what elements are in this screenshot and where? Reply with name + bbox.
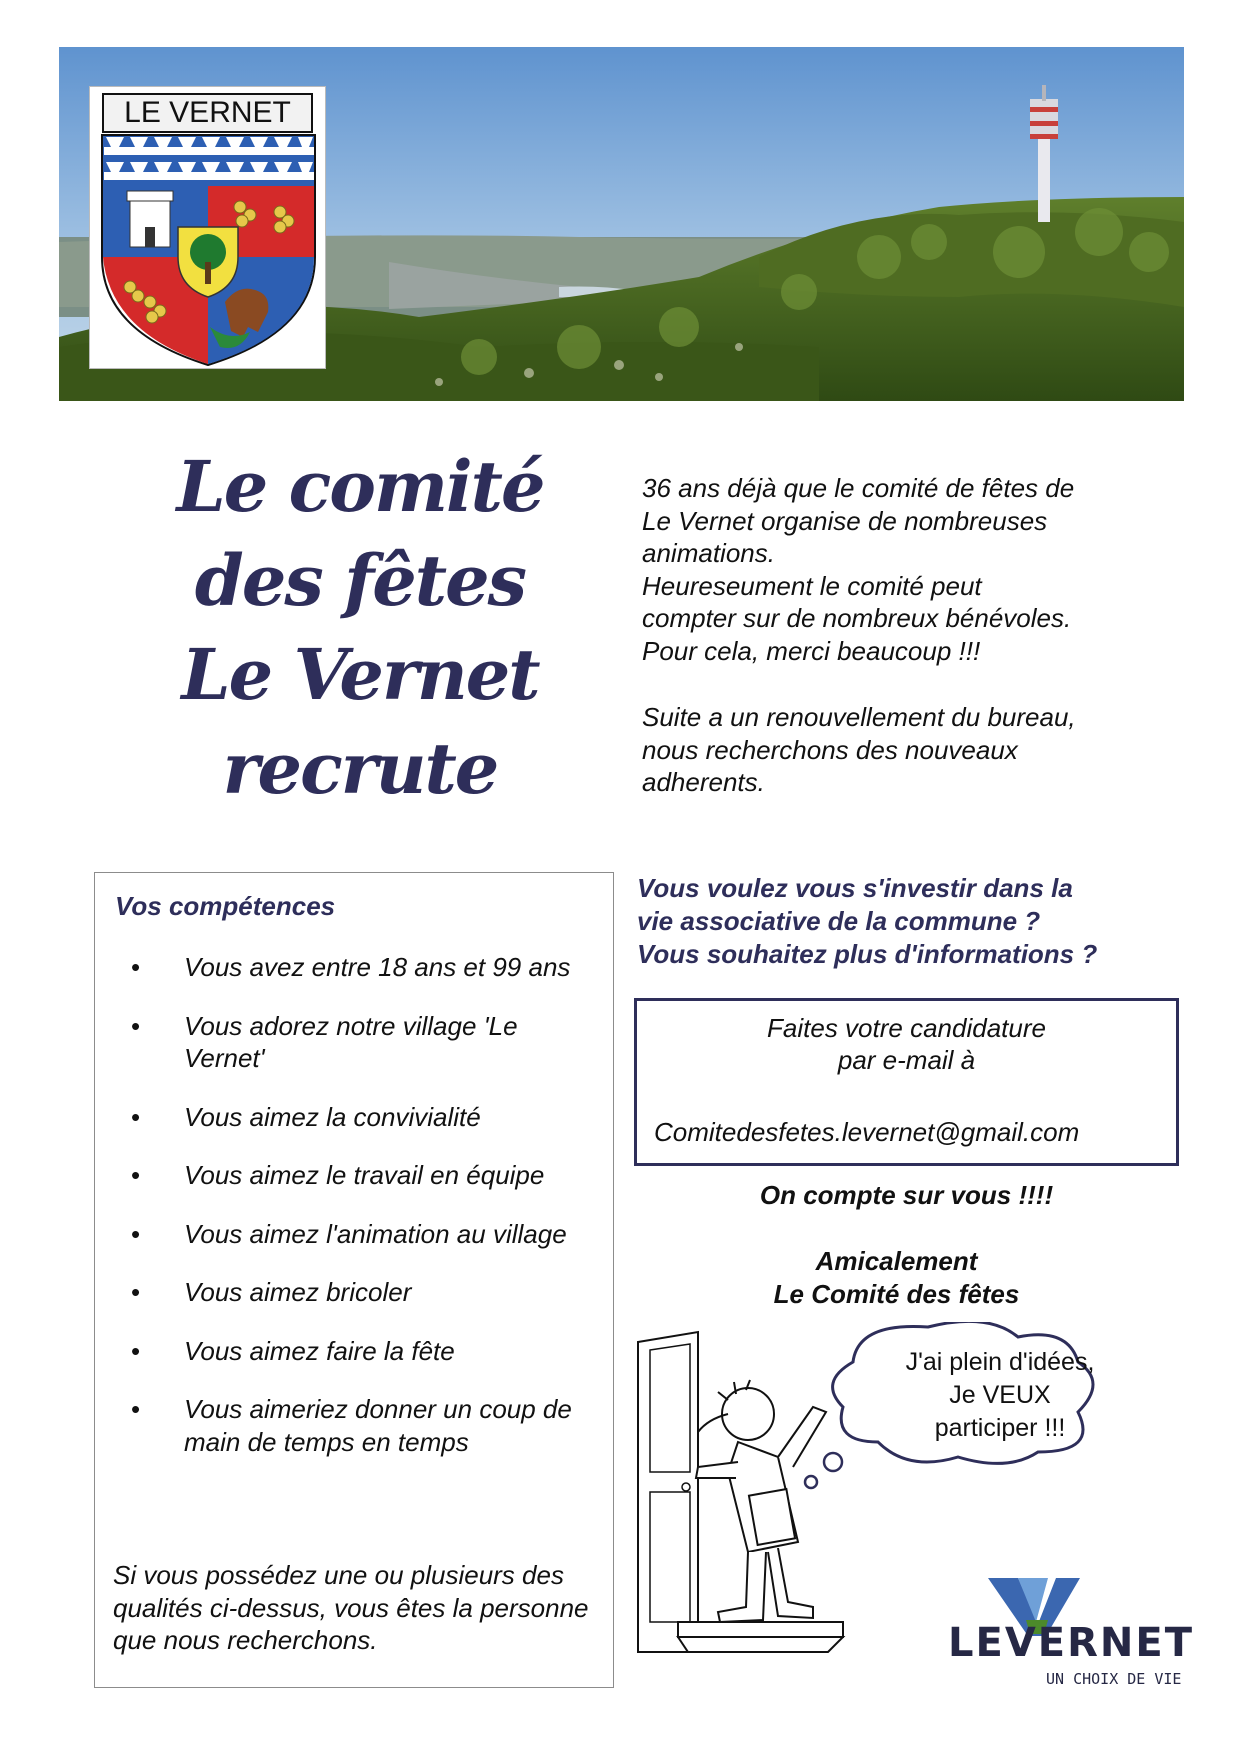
signoff bbox=[634, 1245, 1159, 1311]
title-line: Le Vernet bbox=[181, 633, 539, 716]
slogan: On compte sur vous !!!! bbox=[759, 1180, 1054, 1210]
skill-text: Vous aimez l'animation au village bbox=[184, 1218, 567, 1249]
skills-footer: Si vous possédez une ou plusieurs des qualités ci-dessus, vous êtes la personne que nous recherchons. bbox=[113, 1560, 589, 1655]
logo-tagline: UN CHOIX DE VIE bbox=[1046, 1670, 1182, 1688]
intro-line: 36 ans déjà que le comité de fêtes de bbox=[642, 473, 1075, 503]
thought-bubble-text bbox=[880, 1346, 1120, 1445]
skills-box bbox=[94, 872, 614, 1688]
levernet-logo bbox=[948, 1576, 1194, 1696]
logo-wordmark: LEVERNET bbox=[948, 1620, 1194, 1666]
intro-text bbox=[642, 472, 1162, 799]
crest-name: LE VERNET bbox=[124, 96, 291, 129]
list-item bbox=[95, 1393, 613, 1458]
bullet-icon: • bbox=[131, 1160, 141, 1190]
contact-box bbox=[634, 998, 1179, 1166]
bullet-icon: • bbox=[131, 1394, 141, 1424]
contact-email-link[interactable]: Comitedesfetes.levernet@gmail.com bbox=[654, 1117, 1080, 1147]
contact-line: Faites votre candidature bbox=[767, 1013, 1046, 1043]
call-to-action bbox=[637, 872, 1197, 971]
intro-line: Pour cela, merci beaucoup !!! bbox=[642, 635, 981, 666]
cta-line: vie associative de la commune ? bbox=[637, 906, 1041, 936]
skill-text: Vous aimez la convivialité bbox=[184, 1101, 481, 1132]
list-item bbox=[95, 951, 613, 984]
bubble-line: Je VEUX bbox=[949, 1381, 1051, 1409]
intro-line: compter sur de nombreux bénévoles. bbox=[642, 603, 1072, 633]
skill-text: Vous aimez faire la fête bbox=[184, 1335, 455, 1366]
bubble-line: J'ai plein d'idées, bbox=[905, 1348, 1095, 1376]
title-line: Le comité bbox=[176, 445, 544, 528]
intro-line: nous recherchons des nouveaux bbox=[642, 734, 1018, 765]
coat-of-arms-icon bbox=[90, 87, 327, 370]
bullet-icon: • bbox=[131, 952, 141, 982]
list-item bbox=[95, 1276, 613, 1309]
title-line: recrute bbox=[222, 727, 498, 810]
skill-text: Vous aimez bricoler bbox=[184, 1277, 412, 1307]
intro-line: Suite a un renouvellement du bureau, bbox=[642, 702, 1076, 732]
bullet-icon: • bbox=[131, 1277, 141, 1307]
intro-line: adherents. bbox=[642, 767, 765, 797]
skill-text: Vous aimeriez donner un coup de main de temps en temps bbox=[184, 1394, 572, 1457]
list-item bbox=[95, 1218, 613, 1251]
title-line: des fêtes bbox=[194, 539, 526, 622]
bullet-icon: • bbox=[131, 1010, 141, 1041]
skills-list bbox=[95, 951, 613, 1484]
bullet-icon: • bbox=[131, 1335, 141, 1366]
list-item bbox=[95, 1010, 613, 1075]
skill-text: Vous avez entre 18 ans et 99 ans bbox=[184, 952, 571, 982]
cta-line: Vous voulez vous s'investir dans la bbox=[637, 873, 1073, 903]
cta-line: Vous souhaitez plus d'informations ? bbox=[637, 939, 1098, 969]
bullet-icon: • bbox=[131, 1218, 141, 1249]
contact-line: par e-mail à bbox=[837, 1045, 976, 1075]
skills-heading: Vos compétences bbox=[115, 891, 336, 921]
intro-line: Le Vernet organise de nombreuses bbox=[642, 505, 1048, 536]
bullet-icon: • bbox=[131, 1101, 141, 1132]
signoff-line: Le Comité des fêtes bbox=[773, 1279, 1020, 1309]
crest-card bbox=[89, 86, 326, 369]
list-item bbox=[95, 1101, 613, 1134]
intro-line: animations. bbox=[642, 538, 775, 568]
skill-text: Vous adorez notre village 'Le Vernet' bbox=[184, 1010, 518, 1073]
list-item bbox=[95, 1159, 613, 1192]
skill-text: Vous aimez le travail en équipe bbox=[184, 1160, 545, 1190]
page-title bbox=[130, 440, 590, 816]
bubble-line: participer !!! bbox=[934, 1414, 1066, 1442]
signoff-line: Amicalement bbox=[815, 1246, 978, 1276]
list-item bbox=[95, 1335, 613, 1368]
intro-line: Heureseument le comité peut bbox=[642, 570, 982, 601]
